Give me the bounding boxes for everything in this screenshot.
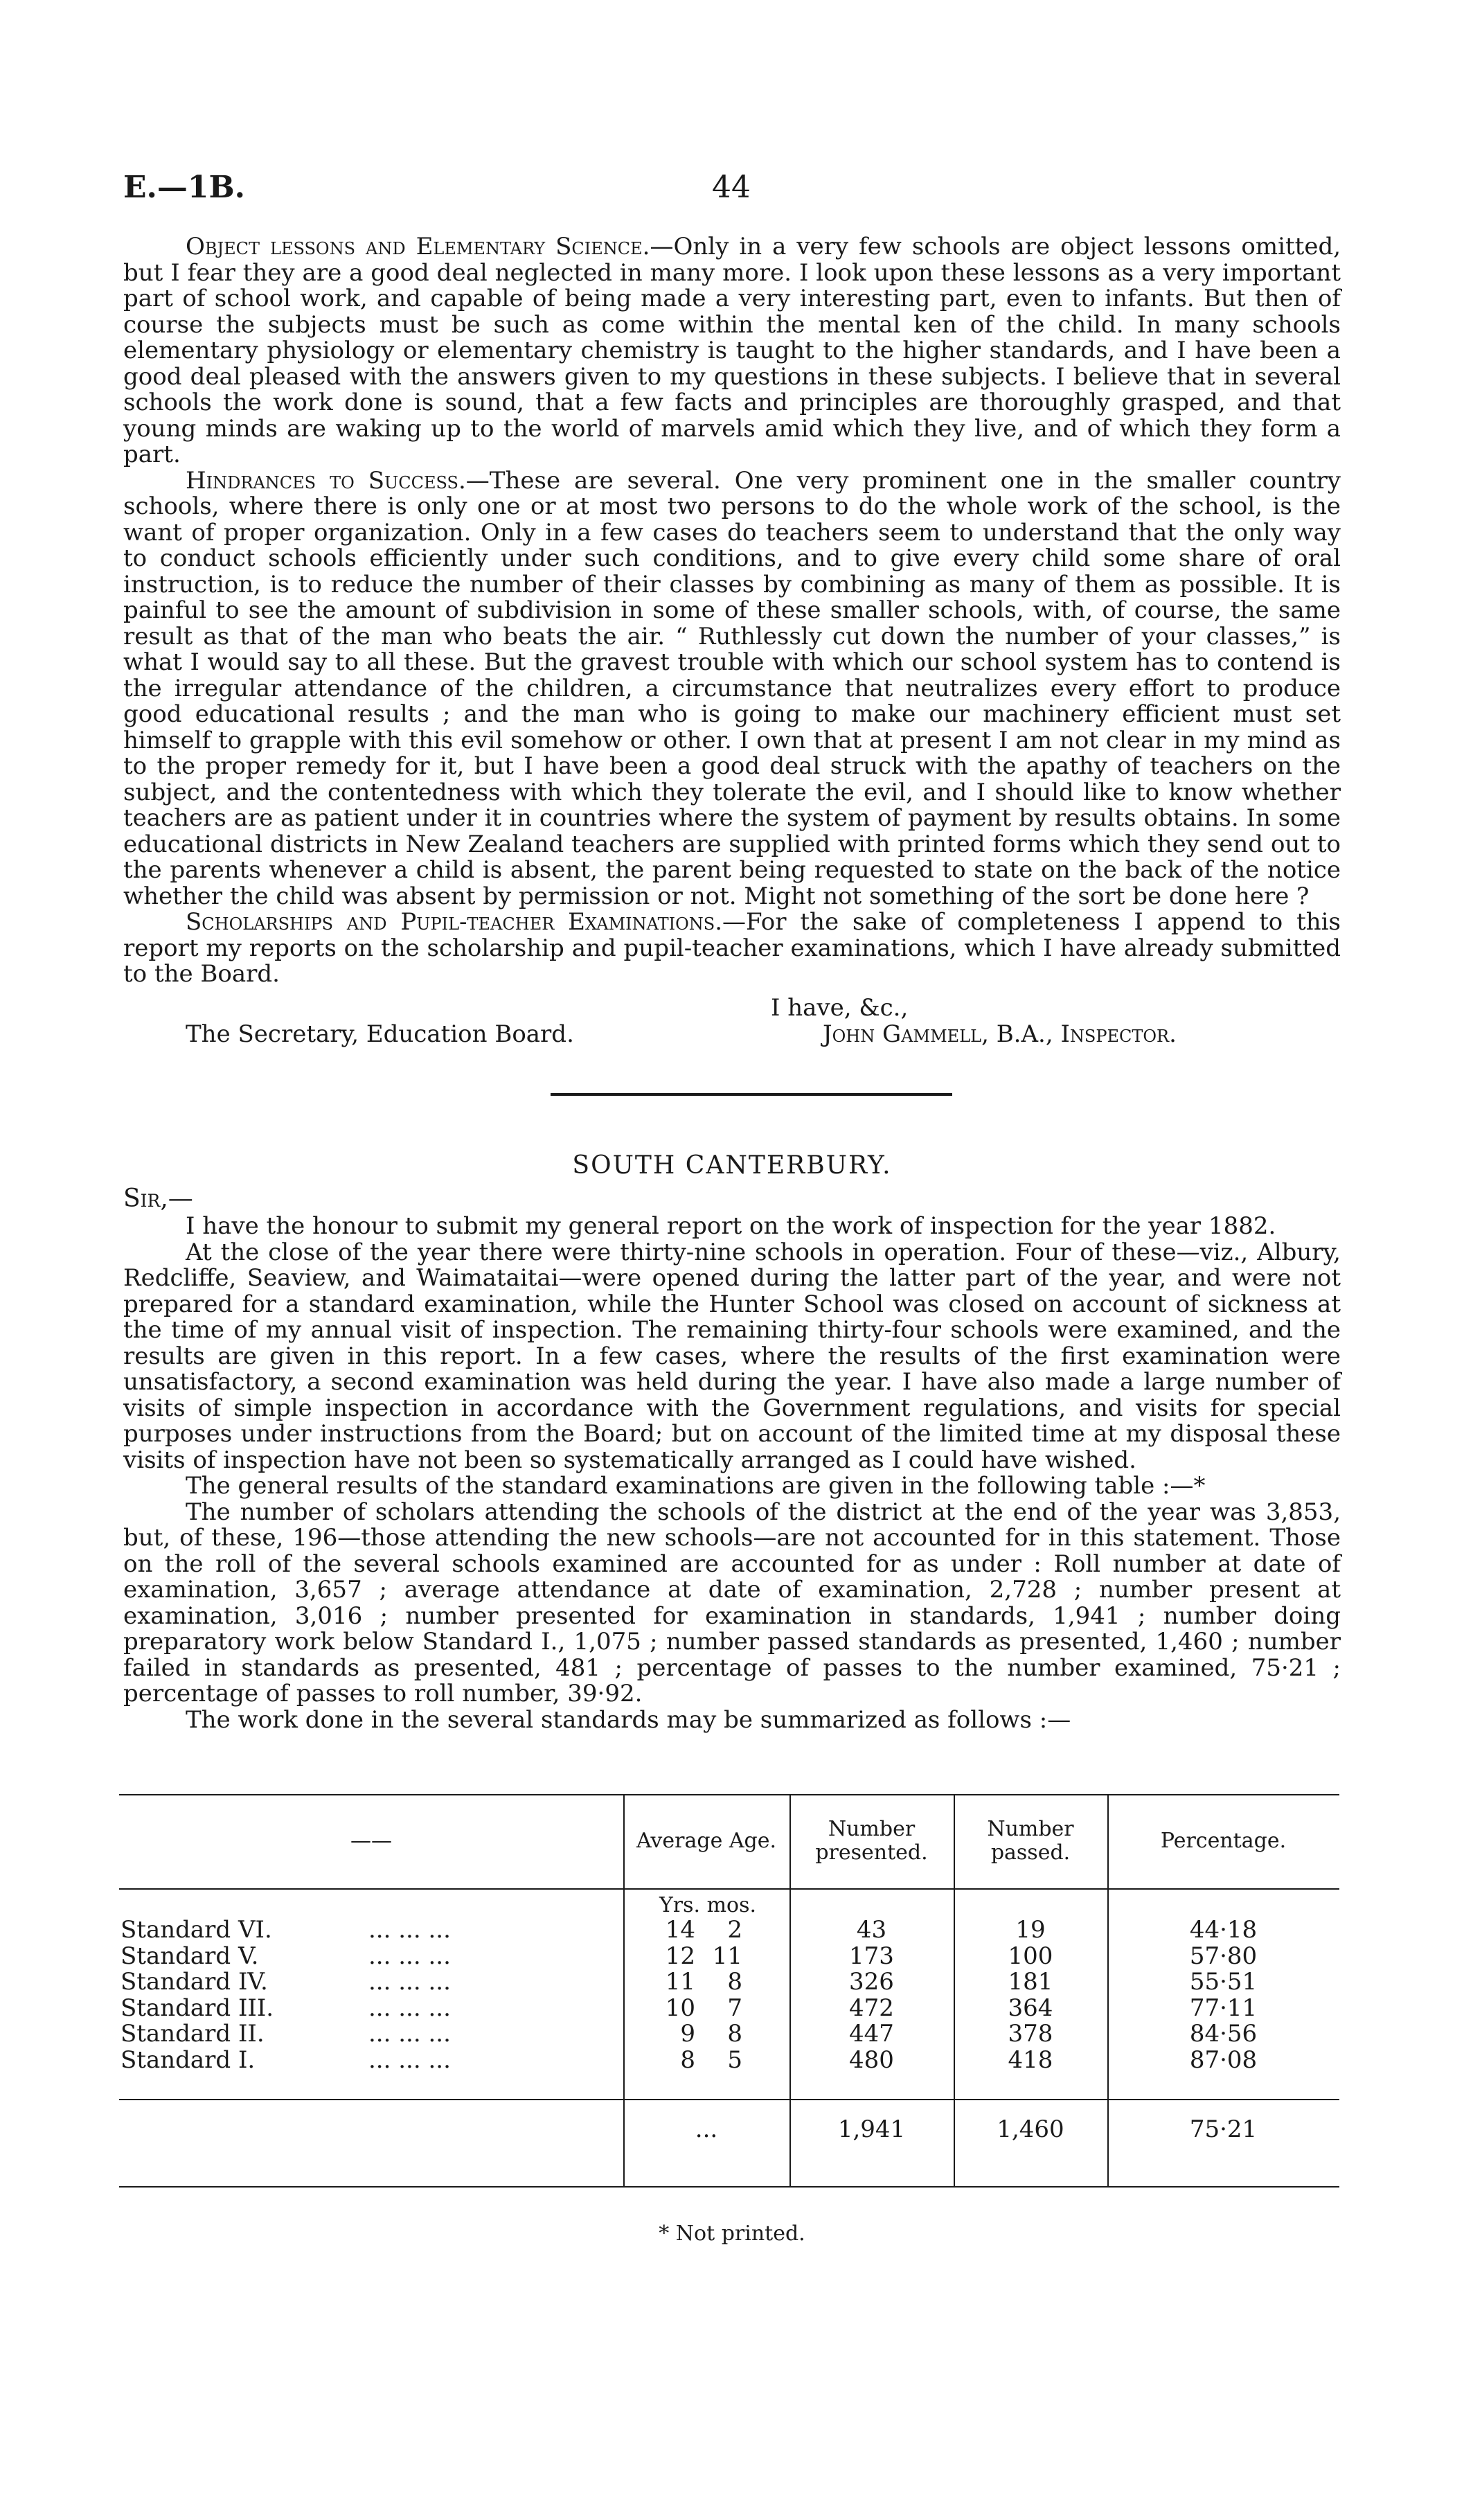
report-paragraph-2: At the close of the year there were thirty-nine schools in operation. Four of these—viz., Albury, Redcliffe, Seaview, and Waimataitai—were opened during the latter part of the year, and were not prepared for a standard examination, while the Hunter School was closed on account of sickness at the time of my annual visit of inspection. The remaining thirty-four schools were examined, and the results are given in this report. In a few cases, where the results of the first examination were unsatisfactory, a second examination was held during the year. I have also made a large number of visits of simple inspection in accordance with the Government regulations, and visits for special purposes under instructions from the Board; but on account of the limited time at my disposal these visits of inspection have not been so systematically arranged as I could have wished. bbox=[123, 1238, 1341, 1474]
age-months: 7 bbox=[727, 1994, 742, 2022]
row-leader: ... ... ... bbox=[368, 2020, 451, 2048]
report-paragraph-5: The work done in the several standards may be summarized as follows :— bbox=[186, 1705, 1071, 1734]
document-reference: E.—1B. bbox=[123, 170, 245, 205]
total-passed: 1,460 bbox=[997, 2115, 1064, 2143]
salutation: Sir,— bbox=[123, 1184, 193, 1213]
number-passed: 19 bbox=[1015, 1916, 1046, 1944]
report-paragraph-1: I have the honour to submit my general report on the work of inspection for the year 1882. bbox=[186, 1212, 1276, 1240]
inspector-report-continued bbox=[123, 234, 1341, 988]
letter-closing bbox=[123, 994, 1341, 1048]
page-header bbox=[123, 170, 1342, 211]
age-years: 10 bbox=[665, 1994, 695, 2022]
standard-label: Standard VI. bbox=[120, 1916, 272, 1944]
table-total-rule bbox=[119, 2099, 1339, 2100]
number-passed: 181 bbox=[1008, 1968, 1053, 1996]
header-label: —— bbox=[350, 1829, 392, 1853]
age-months: 5 bbox=[727, 2046, 742, 2074]
standard-label: Standard V. bbox=[120, 1942, 259, 1970]
number-presented: 472 bbox=[849, 1994, 894, 2022]
number-presented: 326 bbox=[849, 1968, 894, 1996]
row-leader: ... ... ... bbox=[368, 1942, 451, 1970]
section-divider bbox=[551, 1093, 952, 1096]
percentage: 84·56 bbox=[1189, 2020, 1258, 2048]
scholarships-text: —For the sake of completeness I append to this report my reports on the scholarship and pupil-teacher examinations, which I have already submitted to the Board. bbox=[123, 908, 1341, 988]
number-presented: 447 bbox=[849, 2020, 894, 2048]
age-years: 8 bbox=[680, 2046, 695, 2074]
footnote: * Not printed. bbox=[659, 2221, 805, 2246]
age-months: 8 bbox=[727, 1968, 742, 1996]
percentage: 44·18 bbox=[1189, 1916, 1258, 1944]
number-presented: 480 bbox=[849, 2046, 894, 2074]
report-paragraph-4: The number of scholars attending the schools of the district at the end of the year was 3,853, but, of these, 196—those attending the new schools—are not accounted for in this statement. Those on the roll of the several schools examined are accounted for as under : Roll number at date of examination, 3,657 ; average attendance at date of examination, 2,728 ; number present at examination, 3,016 ; number presented for examination in standards, 1,941 ; number doing preparatory work below Standard I., 1,075 ; number passed standards as presented, 1,460 ; number failed in standards as presented, 481 ; percentage of passes to the number examined, 75·21 ; percentage of passes to roll number, 39·92. bbox=[123, 1498, 1341, 1707]
row-leader: ... ... ... bbox=[368, 1994, 451, 2022]
row-leader: ... ... ... bbox=[368, 1916, 451, 1944]
scholarships-heading: Scholarships and Pupil-teacher Examinations. bbox=[186, 908, 723, 936]
percentage: 57·80 bbox=[1189, 1942, 1258, 1970]
addressee: The Secretary, Education Board. bbox=[186, 1020, 574, 1048]
hindrances-heading: Hindrances to Success. bbox=[186, 466, 466, 495]
hindrances-paragraph bbox=[123, 468, 1341, 910]
standard-label: Standard III. bbox=[120, 1994, 274, 2022]
standard-label: Standard I. bbox=[120, 2046, 256, 2074]
age-units: Yrs. mos. bbox=[659, 1893, 757, 1917]
header-percentage: Percentage. bbox=[1160, 1829, 1287, 1853]
number-passed: 100 bbox=[1008, 1942, 1053, 1970]
hindrances-text: —These are several. One very prominent one in the smaller country schools, where there is only one or at most two persons to do the whole work of the school, is the want of proper organization. Only in a few cases do teachers seem to understand that the only way to conduct schools efficiently under such conditions, and to give every child some share of oral instruction, is to reduce the number of their classes by combining as many of them as possible. It is painful to see the amount of subdivision in some of these smaller schools, with, of course, the same result as that of the man who beats the air. “ Ruthlessly cut down the number of your classes,” is what I would say to all these. But the gravest trouble with which our school system has to contend is the irregular attendance of the children, a circumstance that neutralizes every effort to produce good educational results ; and the man who is going to make our machinery efficient must set himself to grapple with this evil somehow or other. I own that at present I am not clear in my mind as to the proper remedy for it, but I have been a good deal struck with the apathy of teachers on the subject, and the contentedness with which they tolerate the evil, and I should like to know whether teachers are as patient under it in countries where the system of payment by results obtains. In some educational districts in New Zealand teachers are supplied with printed forms which they send out to the parents whenever a child is absent, the parent being requested to state on the back of the notice whether the child was absent by permission or not. Might not something of the sort be done here ? bbox=[123, 466, 1341, 910]
object-lessons-paragraph bbox=[123, 234, 1341, 468]
signature: John Gammell, B.A., Inspector. bbox=[823, 1020, 1177, 1048]
age-years: 14 bbox=[665, 1916, 695, 1944]
total-presented: 1,941 bbox=[837, 2115, 906, 2143]
object-lessons-text: —Only in a very few schools are object lessons omitted, but I fear they are a good deal neglected in many more. I look upon these lessons as a very important part of school work, and capable of being made a very interesting part, even to infants. But then of course the subjects must be such as come within the mental ken of the child. In many schools elementary physiology or elementary chemistry is taught to the higher standards, and I have been a good deal pleased with the answers given to my questions in these subjects. I believe that in several schools the work done is sound, that a few facts and principles are thoroughly grasped, and that young minds are waking up to the world of marvels amid which they live, and of which they form a part. bbox=[123, 233, 1341, 468]
standard-label: Standard IV. bbox=[120, 1968, 268, 1996]
number-passed: 378 bbox=[1008, 2020, 1053, 2048]
age-months: 8 bbox=[727, 2020, 742, 2048]
age-years: 12 bbox=[665, 1942, 695, 1970]
row-leader: ... ... ... bbox=[368, 1968, 451, 1996]
number-passed: 364 bbox=[1008, 1994, 1053, 2022]
age-months: 2 bbox=[727, 1916, 742, 1944]
page-number: 44 bbox=[712, 170, 751, 205]
section-title: SOUTH CANTERBURY. bbox=[572, 1151, 892, 1180]
report-paragraph-3: The general results of the standard examinations are given in the following table :—* bbox=[186, 1472, 1206, 1500]
number-passed: 418 bbox=[1008, 2046, 1053, 2074]
number-presented: 173 bbox=[849, 1942, 894, 1970]
percentage: 77·11 bbox=[1189, 1994, 1258, 2022]
closing-formula: I have, &c., bbox=[771, 994, 909, 1022]
south-canterbury-report bbox=[123, 1214, 1341, 1733]
object-lessons-heading: Object lessons and Elementary Science. bbox=[186, 233, 650, 260]
age-years: 11 bbox=[665, 1968, 695, 1996]
age-years: 9 bbox=[680, 2020, 695, 2048]
total-percentage: 75·21 bbox=[1189, 2115, 1258, 2143]
standard-label: Standard II. bbox=[120, 2020, 265, 2048]
percentage: 55·51 bbox=[1189, 1968, 1258, 1996]
header-number-passed: Number passed. bbox=[987, 1817, 1074, 1865]
total-age: ... bbox=[695, 2115, 718, 2143]
row-leader: ... ... ... bbox=[368, 2046, 451, 2074]
number-presented: 43 bbox=[856, 1916, 887, 1944]
header-number-presented: Number presented. bbox=[815, 1817, 928, 1865]
scholarships-paragraph bbox=[123, 909, 1341, 988]
header-average-age: Average Age. bbox=[636, 1829, 777, 1853]
percentage: 87·08 bbox=[1189, 2046, 1258, 2074]
table-bottom-rule bbox=[119, 2186, 1339, 2188]
age-months: 11 bbox=[712, 1942, 742, 1970]
table-header-rule bbox=[119, 1888, 1339, 1890]
